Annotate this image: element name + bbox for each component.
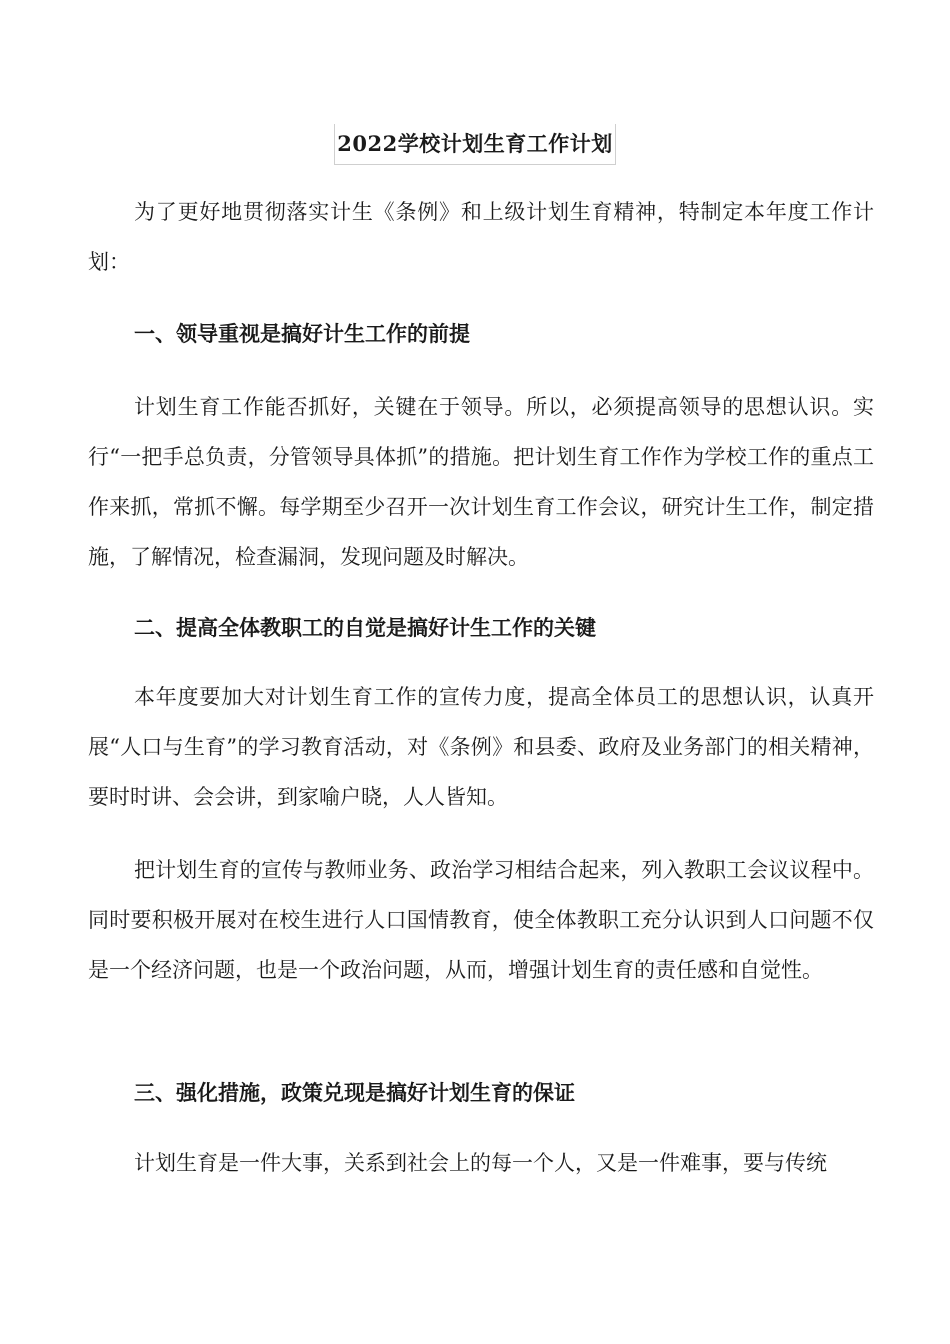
- section-3-heading: 三、强化措施，政策兑现是搞好计划生育的保证: [134, 1080, 575, 1105]
- section-2-heading: 二、提高全体教职工的自觉是搞好计生工作的关键: [134, 615, 596, 640]
- document-title: 2022学校计划生育工作计划: [334, 124, 615, 165]
- section-2-paragraph-2: 把计划生育的宣传与教师业务、政治学习相结合起来，列入教职工会议议程中。同时要积极开展对在校生进行人口国情教育，使全体教职工充分认识到人口问题不仅是一个经济问题，也是一个政治问题，从而，增强计划生育的责任感和自觉性。: [88, 858, 874, 982]
- section-2-paragraph-1: 本年度要加大对计划生育工作的宣传力度，提高全体员工的思想认识，认真开展“人口与生育”的学习教育活动，对《条例》和县委、政府及业务部门的相关精神，要时时讲、会会讲，到家喻户晓，人人皆知。: [88, 685, 874, 809]
- section-3-paragraph-1: 计划生育是一件大事，关系到社会上的每一个人，又是一件难事，要与传统: [134, 1151, 827, 1175]
- section-1-heading: 一、领导重视是搞好计生工作的前提: [134, 321, 470, 346]
- section-1-paragraph-1: 计划生育工作能否抓好，关键在于领导。所以，必须提高领导的思想认识。实行“一把手总负责，分管领导具体抓”的措施。把计划生育工作作为学校工作的重点工作来抓，常抓不懈。每学期至少召开一次计划生育工作会议，研究计生工作，制定措施，了解情况，检查漏洞，发现问题及时解决。: [88, 395, 874, 569]
- intro-paragraph: 为了更好地贯彻落实计生《条例》和上级计划生育精神，特制定本年度工作计划：: [88, 200, 874, 274]
- title-container: [0, 124, 950, 165]
